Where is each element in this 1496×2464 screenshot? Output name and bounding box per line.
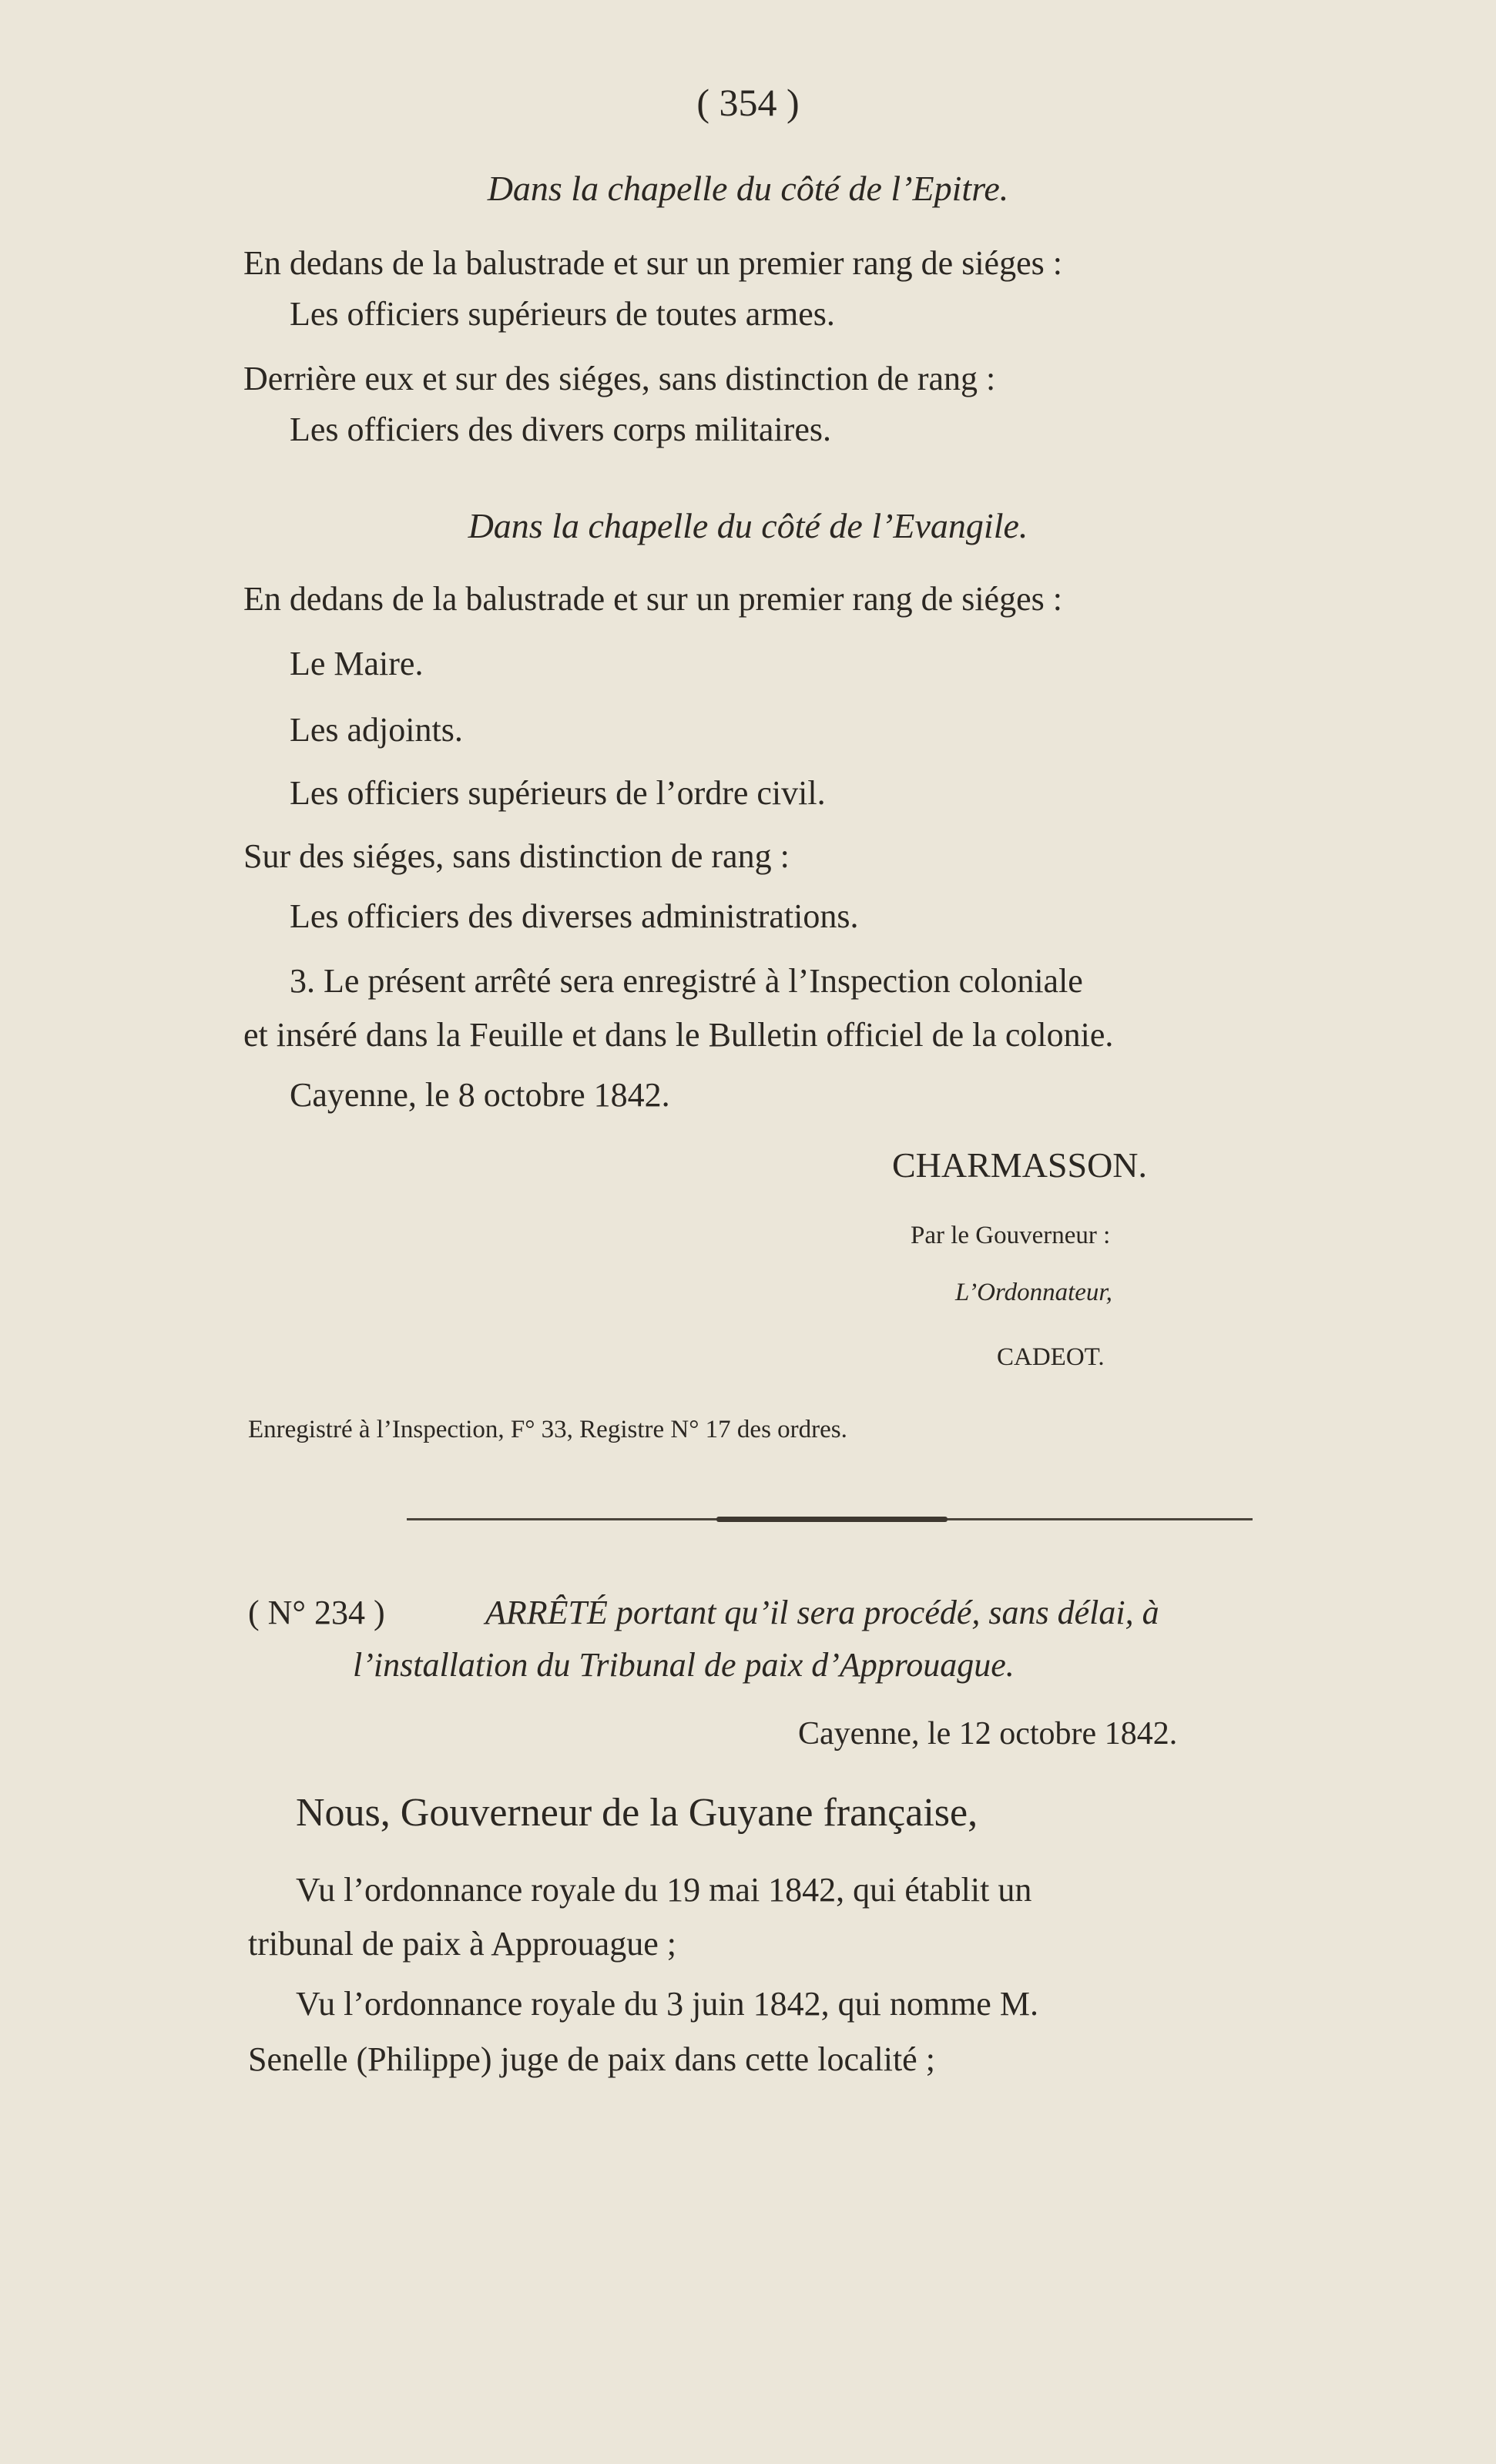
- vu-1-line-2: tribunal de paix à Approuague ;: [248, 1925, 676, 1963]
- text-line: Les officiers supérieurs de toutes armes.: [290, 295, 835, 333]
- arrete-title-line-1: ARRÊTÉ portant qu’il sera procédé, sans délai, à: [485, 1594, 1159, 1631]
- page-number: ( 354 ): [696, 81, 800, 124]
- section-heading-epitre: Dans la chapelle du côté de l’Epitre.: [487, 169, 1009, 208]
- text-line: Les officiers des diverses administrations.: [290, 897, 859, 935]
- article-3-line-2: et inséré dans la Feuille et dans le Bulletin officiel de la colonie.: [243, 1016, 1114, 1054]
- vu-1-line-1: Vu l’ordonnance royale du 19 mai 1842, qui établit un: [296, 1871, 1032, 1909]
- dateline: Cayenne, le 8 octobre 1842.: [290, 1076, 670, 1114]
- text-line: Sur des siéges, sans distinction de rang :: [243, 837, 790, 875]
- arrete-title-line-2: l’installation du Tribunal de paix d’Approuague.: [353, 1646, 1015, 1684]
- text-line: Les officiers des divers corps militaires.: [290, 411, 831, 448]
- arrete-number: ( N° 234 ): [248, 1594, 385, 1631]
- signature-par: Par le Gouverneur :: [911, 1222, 1111, 1249]
- text-line: En dedans de la balustrade et sur un premier rang de siéges :: [243, 580, 1062, 618]
- signature-role: L’Ordonnateur,: [955, 1279, 1112, 1306]
- text-line: Les officiers supérieurs de l’ordre civil.: [290, 774, 826, 812]
- text-line: Les adjoints.: [290, 711, 463, 749]
- vu-2-line-1: Vu l’ordonnance royale du 3 juin 1842, qui nomme M.: [296, 1985, 1038, 2023]
- section-heading-evangile: Dans la chapelle du côté de l’Evangile.: [468, 506, 1028, 545]
- vu-2-line-2: Senelle (Philippe) juge de paix dans cette localité ;: [248, 2040, 935, 2078]
- arrete-dateline: Cayenne, le 12 octobre 1842.: [798, 1716, 1178, 1752]
- text-line: Derrière eux et sur des siéges, sans distinction de rang :: [243, 360, 996, 397]
- nous-line: Nous, Gouverneur de la Guyane française,: [296, 1791, 978, 1835]
- text-line: En dedans de la balustrade et sur un premier rang de siéges :: [243, 244, 1062, 282]
- signature-name: CHARMASSON.: [892, 1145, 1148, 1185]
- text-line: Le Maire.: [290, 645, 424, 682]
- article-3-line-1: 3. Le présent arrêté sera enregistré à l’Inspection coloniale: [290, 962, 1083, 1000]
- registration-note: Enregistré à l’Inspection, F° 33, Registre N° 17 des ordres.: [248, 1416, 847, 1443]
- separator-ornament: [716, 1517, 948, 1522]
- signature-countersign: CADEOT.: [997, 1343, 1105, 1371]
